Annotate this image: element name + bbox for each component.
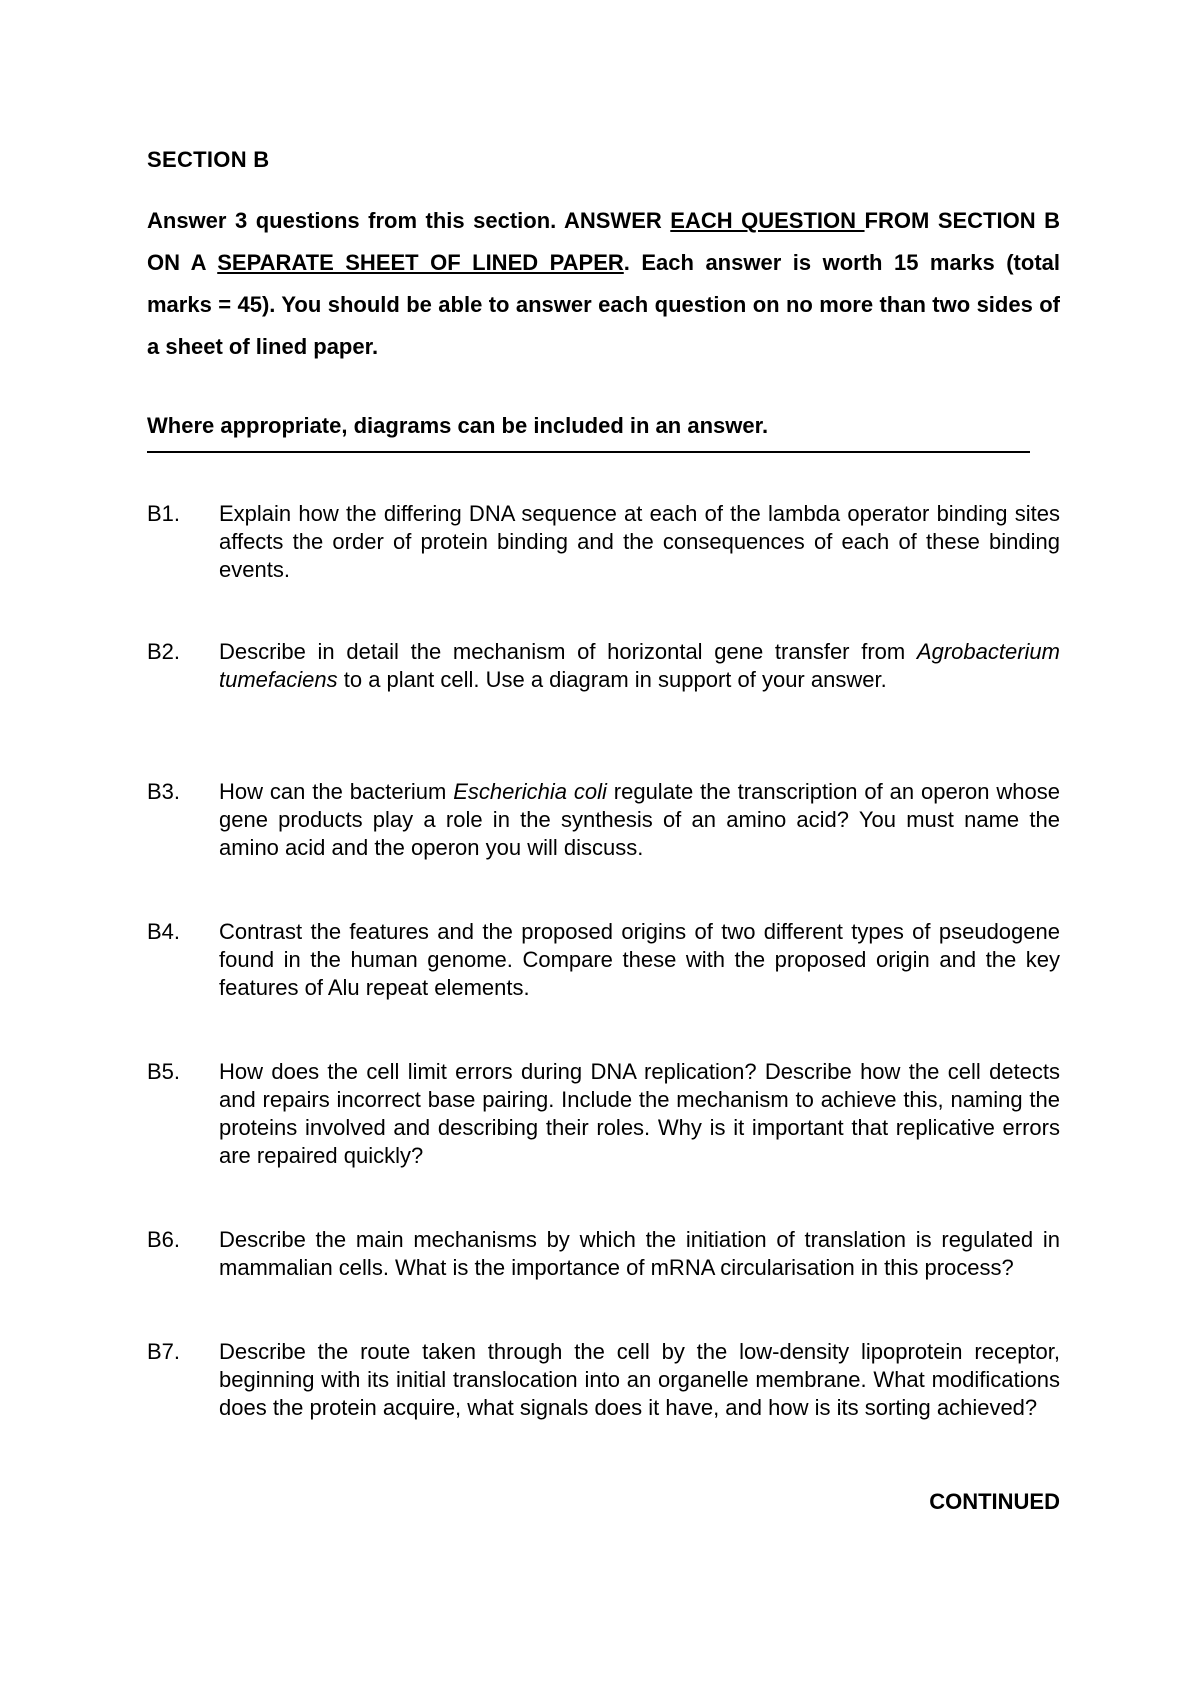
horizontal-rule	[147, 451, 1030, 453]
question-text: Explain how the differing DNA sequence at each of the lambda operator binding sites affects the order of protein binding and the consequences of each of these binding events.	[219, 501, 1060, 582]
question-text-pre: How can the bacterium	[219, 779, 454, 804]
organism-name: Agrobacterium tumefaciens	[219, 639, 1060, 692]
question-text: Describe the route taken through the cell by the low-density lipoprotein receptor, beginning with its initial translocation into an organelle membrane. What modifications does the protein acquire, what signals does it have, and how is its sorting achieved?	[219, 1339, 1060, 1420]
section-title: SECTION B	[147, 147, 270, 172]
question-text: Describe the main mechanisms by which the initiation of translation is regulated in mammalian cells. What is the importance of mRNA circularisation in this process?	[219, 1227, 1060, 1280]
instructions-text-1: Answer 3 questions from this section. ANSWER	[147, 208, 671, 233]
question-b2	[147, 638, 1060, 694]
section-instructions	[147, 200, 1060, 368]
question-text: How does the cell limit errors during DNA replication? Describe how the cell detects and repairs incorrect base pairing. Include the mechanism to achieve this, naming the proteins involved and describing their roles. Why is it important that replicative errors are repaired quickly?	[219, 1059, 1060, 1168]
question-number: B6.	[147, 1227, 181, 1252]
instructions-text-2: FROM SECTION B ON A	[147, 208, 1061, 275]
question-b1	[147, 500, 1060, 584]
question-b6	[147, 1226, 1060, 1282]
question-text-post: regulate the transcription of an operon whose gene products play a role in the synthesis of an amino acid? You must name the amino acid and the operon you will discuss.	[219, 779, 1060, 860]
question-b4	[147, 918, 1060, 1002]
question-number: B7.	[147, 1339, 181, 1364]
instructions-text-3: . Each answer is worth 15 marks (total marks = 45). You should be able to answer each question on no more than two sides of a sheet of lined paper.	[147, 250, 1060, 359]
question-b3	[147, 778, 1060, 862]
question-text	[219, 778, 1060, 862]
question-number: B2.	[147, 639, 181, 664]
question-text-pre: Describe in detail the mechanism of horizontal gene transfer from	[219, 639, 917, 664]
instructions-underline-separate-sheet: SEPARATE SHEET OF LINED PAPER	[217, 250, 624, 275]
instructions-underline-each-question: EACH QUESTION	[670, 208, 865, 233]
continued-label: CONTINUED	[929, 1489, 1060, 1514]
question-text	[219, 638, 1060, 694]
question-number: B1.	[147, 501, 181, 526]
question-text: Contrast the features and the proposed origins of two different types of pseudogene found in the human genome. Compare these with the proposed origin and the key features of Alu repeat elements.	[219, 919, 1060, 1000]
question-number: B4.	[147, 919, 181, 944]
question-b7	[147, 1338, 1060, 1422]
question-b5	[147, 1058, 1060, 1170]
question-text-post: to a plant cell. Use a diagram in support of your answer.	[337, 667, 887, 692]
question-number: B3.	[147, 779, 181, 804]
diagram-note: Where appropriate, diagrams can be included in an answer.	[147, 413, 769, 438]
organism-name: Escherichia coli	[453, 779, 607, 804]
question-number: B5.	[147, 1059, 181, 1084]
